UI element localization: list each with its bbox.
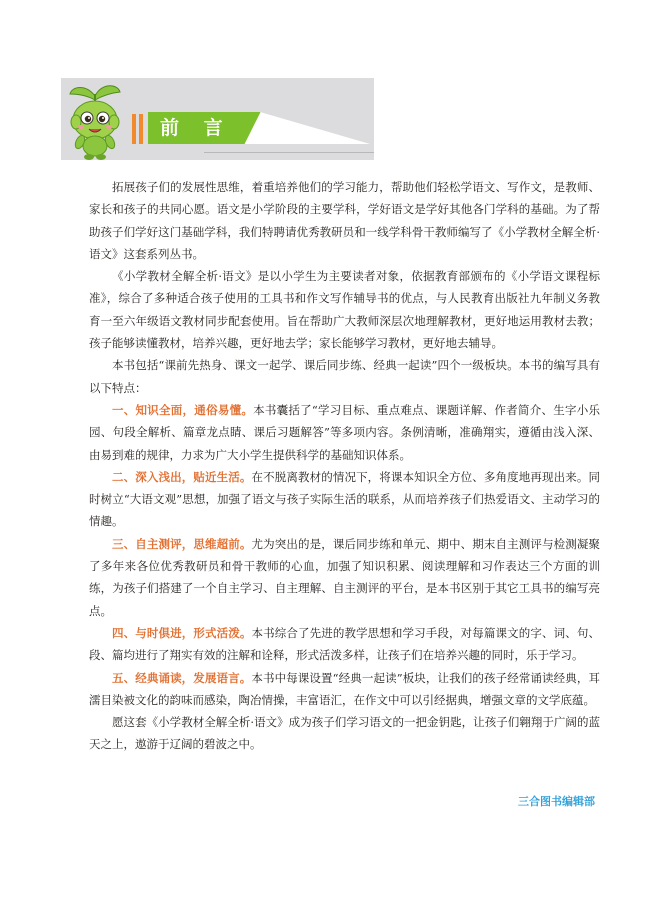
paragraph-3: 本书包括“课前先热身、课文一起学、课后同步练、经典一起读”四个一级板块。本书的编写具有以下特点： — [89, 358, 600, 395]
feature-assessment: 三、自主测评，思维超前。尤为突出的是，课后同步练和单元、期中、期末自主测评与检测凝聚了多年来各位优秀教研员和骨干教师的心血，加强了知识积累、阅读理解和习作表达三个方面的训练，为孩子们搭建了一个自主学习、自主理解、自主测评的平台，是本书区别于其它工具书的编写亮点。 — [89, 536, 601, 618]
feature-heading: 二、深入浅出，贴近生活。 — [112, 469, 252, 484]
feature-classics: 五、经典诵读，发展语言。本书中每课设置“经典一起读”板块，让我们的孩子经常诵读经典，耳濡目染被文化的韵味而感染，陶冶情操，丰富语汇，在作文中可以引经据典，增强文章的文学底蕴。 — [89, 670, 600, 707]
feature-heading: 五、经典诵读，发展语言。 — [112, 670, 252, 685]
paragraph-closing: 愿这套《小学教材全解全析·语文》成为孩子们学习语文的一把金钥匙，让孩子们翱翔于广阔的蓝天之上，遨游于辽阔的碧波之中。 — [89, 715, 600, 752]
feature-knowledge: 一、知识全面，通俗易懂。本书囊括了“学习目标、重点难点、课题详解、作者简介、生字小乐园、句段全解析、篇章龙点睛、课后习题解答”等多项内容。条例清晰，准确翔实，遵循由浅入深、由易到难的规律，力求为广大小学生提供科学的基础知识体系。 — [89, 402, 600, 462]
feature-life: 二、深入浅出，贴近生活。在不脱离教材的情况下，将课本知识全方位、多角度地再现出来。同时树立“大语文观”思想，加强了语文与孩子实际生活的联系，从而培养孩子们热爱语文、主动学习的情趣。 — [89, 469, 601, 529]
sprout-mascot-icon — [64, 82, 126, 160]
orange-bars-icon — [130, 114, 146, 144]
feature-heading: 一、知识全面，通俗易懂。 — [112, 402, 254, 417]
preface-body — [89, 176, 600, 756]
feature-modern: 四、与时俱进，形式活泼。本书综合了先进的教学思想和学习手段，对每篇课文的字、词、句、段、篇均进行了翔实有效的注解和诠释，形式活泼多样，让孩子们在培养兴趣的同时，乐于学习。 — [89, 625, 601, 663]
paragraph-2: 《小学教材全解全析·语文》是以小学生为主要读者对象，依据教育部颁布的《小学语文课程标准》，综合了多种适合孩子使用的工具书和作文写作辅导书的优点，与人民教育出版社九年制义务教育一至六年级语文教材同步配套使用。旨在帮助广大教师深层次地理解教材，更好地运用教材去教；孩子能够读懂教材，培养兴趣，更好地去学；家长能够学习教材，更好地去辅导。 — [89, 269, 600, 351]
feature-heading: 四、与时俱进，形式活泼。 — [112, 625, 252, 640]
feature-heading: 三、自主测评，思维超前。 — [112, 536, 252, 551]
page-title: 前 言 — [160, 117, 232, 139]
header-divider — [204, 152, 374, 153]
paragraph-1: 拓展孩子们的发展性思维，着重培养他们的学习能力，帮助他们轻松学语文、写作文，是教师、家长和孩子的共同心愿。语文是小学阶段的主要学科，学好语文是学好其他各门学科的基础。为了帮助孩子们学好这门基础学科，我们特聘请优秀教研员和一线学科骨干教师编写了《小学教材全解全析·语文》这套系列丛书。 — [89, 180, 600, 261]
publisher-signature: 三合图书编辑部 — [518, 795, 595, 808]
